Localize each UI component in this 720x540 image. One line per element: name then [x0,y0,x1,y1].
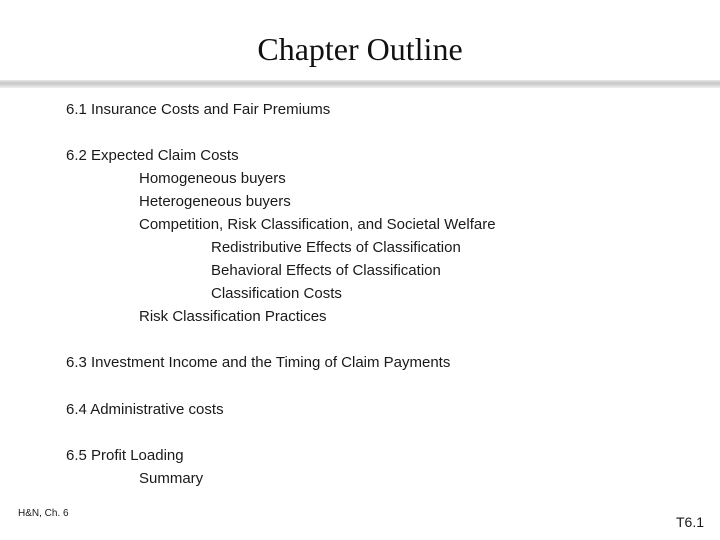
outline-item-risk-classification-practices: Risk Classification Practices [139,308,327,325]
outline-section-6-2: 6.2 Expected Claim Costs [66,147,239,164]
footer-slide-number: T6.1 [676,514,705,530]
outline-section-6-4: 6.4 Administrative costs [66,401,224,418]
outline-subitem-redistributive-effects: Redistributive Effects of Classification [211,239,461,256]
outline-subitem-classification-costs: Classification Costs [211,285,342,302]
outline-section-6-5: 6.5 Profit Loading [66,447,184,464]
slide-title: Chapter Outline [257,31,463,67]
footer-source: H&N, Ch. 6 [18,508,69,519]
outline-subitem-behavioral-effects: Behavioral Effects of Classification [211,262,441,279]
outline-item-homogeneous-buyers: Homogeneous buyers [139,170,286,187]
outline-item-summary: Summary [139,470,204,487]
outline-section-6-1: 6.1 Insurance Costs and Fair Premiums [66,101,331,118]
outline-section-6-3: 6.3 Investment Income and the Timing of Claim Payments [66,354,451,371]
title-divider [0,80,720,88]
outline-item-competition: Competition, Risk Classification, and Societal Welfare [139,216,496,233]
outline-item-heterogeneous-buyers: Heterogeneous buyers [139,193,291,210]
